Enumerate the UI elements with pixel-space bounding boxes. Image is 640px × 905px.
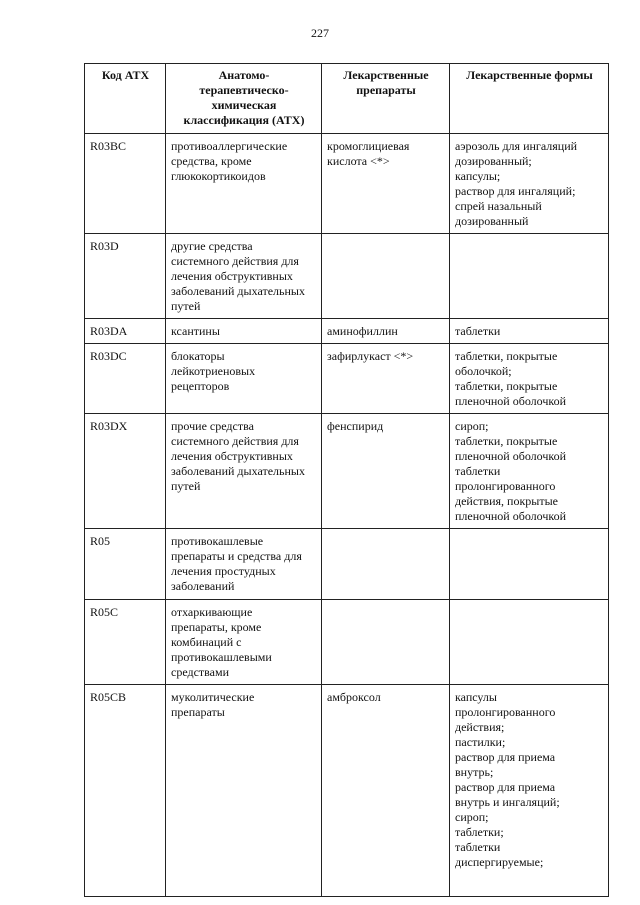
table-row — [85, 344, 609, 414]
table-row — [85, 414, 609, 529]
cell-drugs: зафирлукаст <*> — [322, 344, 450, 414]
page-number: 227 — [311, 26, 329, 40]
cell-dosage-forms — [450, 600, 609, 685]
cell-atx-code: R05CB — [85, 685, 166, 897]
cell-dosage-forms: таблетки, покрытые оболочкой; таблетки, покрытые пленочной оболочкой — [450, 344, 609, 414]
cell-atx-code: R03BC — [85, 134, 166, 234]
cell-classification: прочие средства системного действия для лечения обструктивных заболеваний дыхательных путей — [166, 414, 322, 529]
table-row — [85, 134, 609, 234]
table-row — [85, 685, 609, 897]
table-row — [85, 529, 609, 600]
cell-drugs: кромоглициевая кислота <*> — [322, 134, 450, 234]
cell-drugs — [322, 529, 450, 600]
table-row — [85, 600, 609, 685]
header-drugs: Лекарственные препараты — [322, 64, 450, 134]
cell-drugs — [322, 234, 450, 319]
cell-atx-code: R03DC — [85, 344, 166, 414]
cell-classification: ксантины — [166, 319, 322, 344]
cell-atx-code: R05 — [85, 529, 166, 600]
table-header-row — [85, 64, 609, 134]
cell-drugs — [322, 600, 450, 685]
cell-classification: другие средства системного действия для лечения обструктивных заболеваний дыхательных путей — [166, 234, 322, 319]
cell-classification: противокашлевые препараты и средства для лечения простудных заболеваний — [166, 529, 322, 600]
cell-dosage-forms: сироп; таблетки, покрытые пленочной оболочкой таблетки пролонгированного действия, покрытые пленочной оболочкой — [450, 414, 609, 529]
cell-dosage-forms: капсулы пролонгированного действия; пастилки; раствор для приема внутрь; раствор для приема внутрь и ингаляций; сироп; таблетки; таблетки диспергируемые; — [450, 685, 609, 897]
cell-atx-code: R03DX — [85, 414, 166, 529]
header-atx-code: Код ATX — [85, 64, 166, 134]
cell-classification: блокаторы лейкотриеновых рецепторов — [166, 344, 322, 414]
cell-atx-code: R03D — [85, 234, 166, 319]
cell-dosage-forms — [450, 234, 609, 319]
cell-dosage-forms: таблетки — [450, 319, 609, 344]
atx-drug-table — [84, 63, 609, 897]
header-dosage-forms: Лекарственные формы — [450, 64, 609, 134]
table-row — [85, 234, 609, 319]
cell-dosage-forms — [450, 529, 609, 600]
header-classification: Анатомо- терапевтическо- химическая классификация (ATX) — [166, 64, 322, 134]
cell-drugs: аминофиллин — [322, 319, 450, 344]
cell-atx-code: R05C — [85, 600, 166, 685]
table-row — [85, 319, 609, 344]
cell-atx-code: R03DA — [85, 319, 166, 344]
cell-classification: муколитические препараты — [166, 685, 322, 897]
cell-classification: противоаллергические средства, кроме глюкокортикоидов — [166, 134, 322, 234]
cell-drugs: амброксол — [322, 685, 450, 897]
cell-classification: отхаркивающие препараты, кроме комбинаций с противокашлевыми средствами — [166, 600, 322, 685]
cell-drugs: фенспирид — [322, 414, 450, 529]
cell-dosage-forms: аэрозоль для ингаляций дозированный; капсулы; раствор для ингаляций; спрей назальный дозированный — [450, 134, 609, 234]
